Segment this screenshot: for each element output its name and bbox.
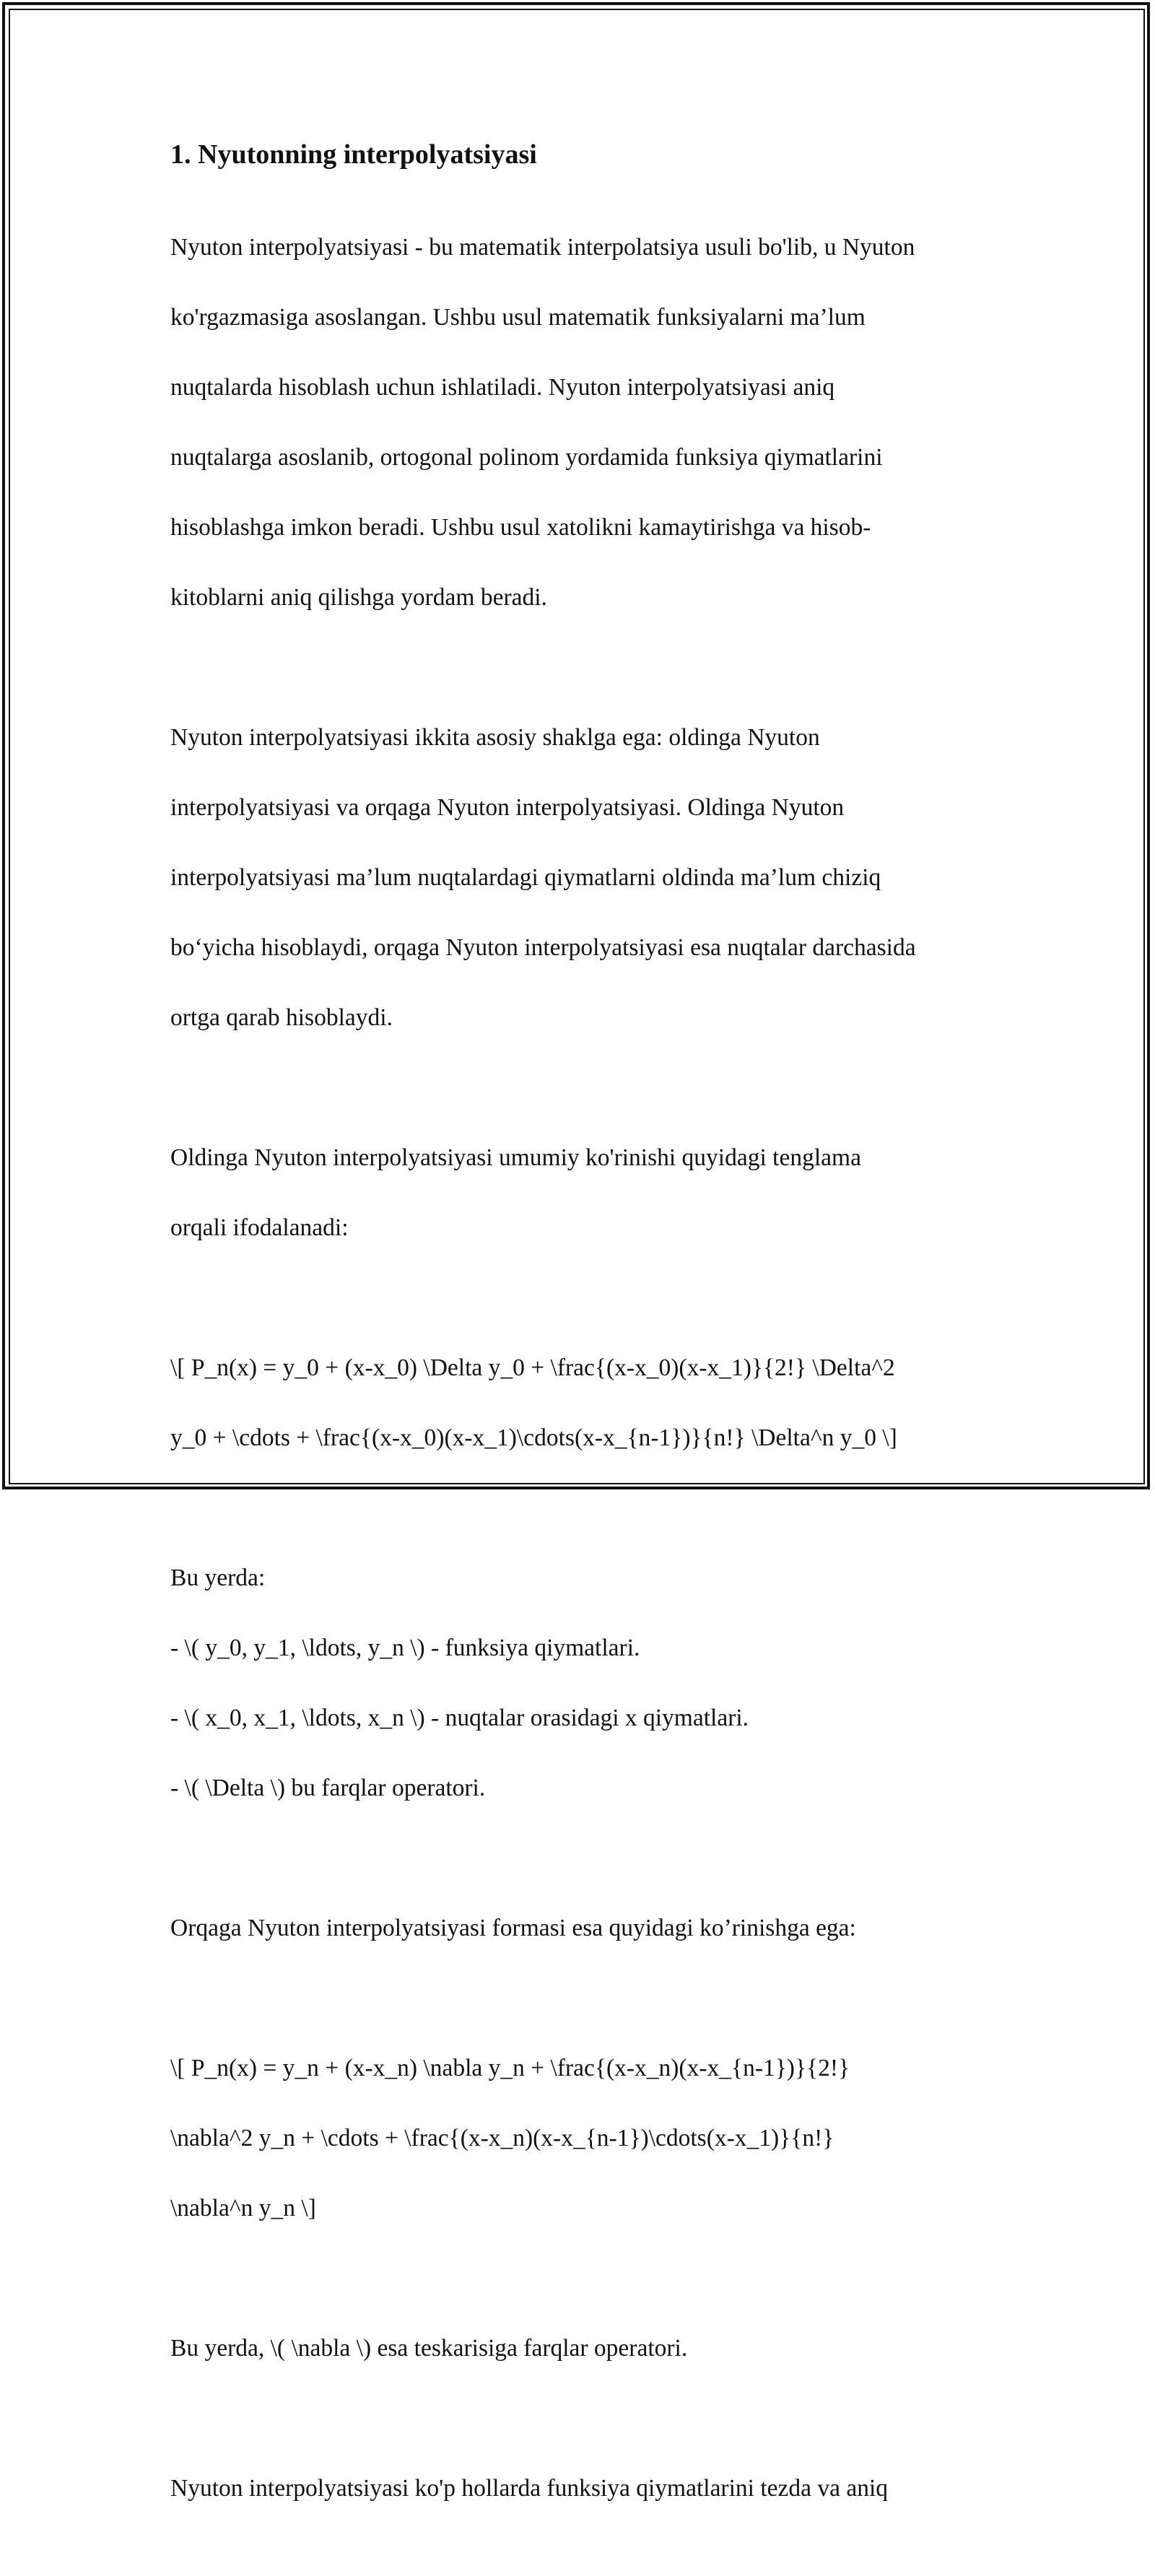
text-line: bo‘yicha hisoblaydi, orqaga Nyuton interpolyatsiyasi esa nuqtalar darchasida [170, 934, 916, 961]
text-line: Orqaga Nyuton interpolyatsiyasi formasi esa quyidagi ko’rinishga ega: [170, 1914, 856, 1941]
formula-line: y_0 + \cdots + \frac{(x-x_0)(x-x_1)\cdots(x-x_{n-1})}{n!} \Delta^n y_0 \] [170, 1424, 897, 1451]
paragraph-forms [170, 685, 993, 1071]
paragraph-definitions [170, 1526, 993, 1841]
text-line: nuqtalarda hisoblash uchun ishlatiladi. Nyuton interpolyatsiyasi aniq [170, 373, 835, 401]
text-line: Oldinga Nyuton interpolyatsiyasi umumiy ko'rinishi quyidagi tenglama [170, 1144, 861, 1171]
list-item: - \( y_0, y_1, \ldots, y_n \) - funksiya qiymatlari. [170, 1634, 640, 1661]
paragraph-intro [170, 195, 993, 650]
paragraph-backward-intro [170, 1876, 993, 1981]
formula-line: \nabla^2 y_n + \cdots + \frac{(x-x_n)(x-x_{n-1})\cdots(x-x_1)}{n!} [170, 2124, 834, 2151]
section-heading: 1. Nyutonning interpolyatsiyasi [170, 139, 537, 170]
text-line: Nyuton interpolyatsiyasi ko'p hollarda funksiya qiymatlarini tezda va aniq [170, 2474, 889, 2502]
paragraph-conclusion [170, 2436, 993, 2541]
formula-line: \[ P_n(x) = y_0 + (x-x_0) \Delta y_0 + \frac{(x-x_0)(x-x_1)}{2!} \Delta^2 [170, 1354, 895, 1381]
text-line: kitoblarni aniq qilishga yordam beradi. [170, 583, 547, 611]
text-line: ko'rgazmasiga asoslangan. Ushbu usul matematik funksiyalarni ma’lum [170, 303, 866, 331]
text-line: ortga qarab hisoblaydi. [170, 1004, 393, 1031]
text-line: Nyuton interpolyatsiyasi ikkita asosiy shaklga ega: oldinga Nyuton [170, 723, 820, 751]
document-body [170, 134, 993, 2576]
text-line: nuqtalarga asoslanib, ortogonal polinom yordamida funksiya qiymatlarini [170, 443, 883, 471]
text-line: Bu yerda: [170, 1564, 266, 1591]
formula-line: \[ P_n(x) = y_n + (x-x_n) \nabla y_n + \frac{(x-x_n)(x-x_{n-1})}{2!} [170, 2054, 850, 2081]
paragraph-forward-intro [170, 1105, 993, 1281]
formula-forward [170, 1315, 993, 1491]
formula-line: \nabla^n y_n \] [170, 2194, 316, 2222]
text-line: hisoblashga imkon beradi. Ushbu usul xatolikni kamaytirishga va hisob- [170, 513, 871, 541]
paragraph-nabla [170, 2296, 993, 2401]
text-line: orqali ifodalanadi: [170, 1214, 349, 1241]
list-item: - \( x_0, x_1, \ldots, x_n \) - nuqtalar orasidagi x qiymatlari. [170, 1704, 749, 1731]
text-line: interpolyatsiyasi ma’lum nuqtalardagi qiymatlarni oldinda ma’lum chiziq [170, 863, 881, 891]
text-line: interpolyatsiyasi va orqaga Nyuton interpolyatsiyasi. Oldinga Nyuton [170, 793, 845, 821]
text-line: Nyuton interpolyatsiyasi - bu matematik interpolatsiya usuli bo'lib, u Nyuton [170, 233, 915, 261]
list-item: - \( \Delta \) bu farqlar operatori. [170, 1774, 486, 1801]
text-line: Bu yerda, \( \nabla \) esa teskarisiga farqlar operatori. [170, 2334, 688, 2362]
formula-backward [170, 2016, 993, 2261]
